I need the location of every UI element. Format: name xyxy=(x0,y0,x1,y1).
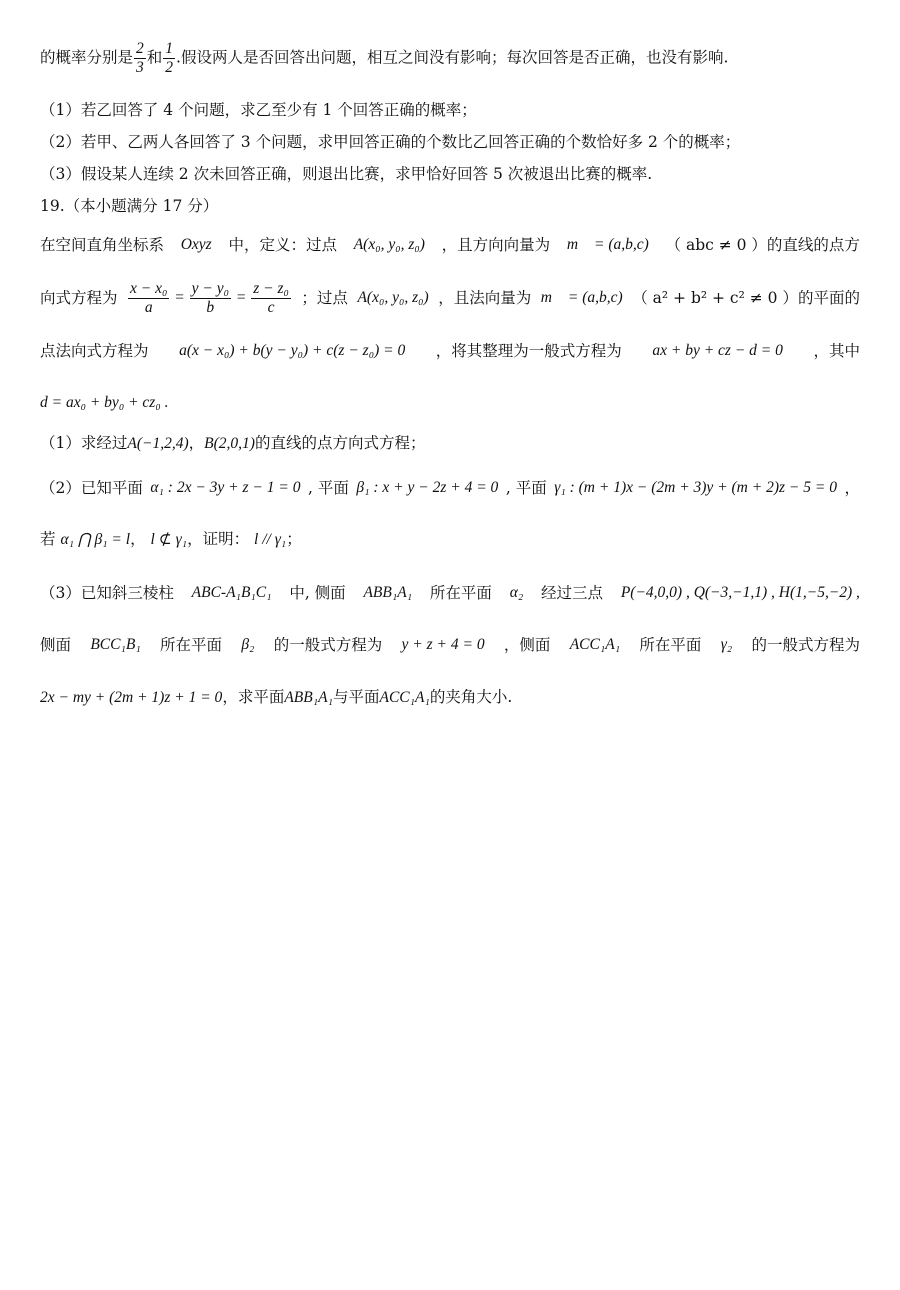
text-segment: （ a² + b² + c² ≠ 0 ）的平面的 xyxy=(632,289,860,308)
math-expression: β₁ : x + y − 2z + 4 = 0 xyxy=(356,479,499,496)
text-segment: ，求平面 xyxy=(222,688,285,706)
text-segment: ，侧面 xyxy=(503,636,551,654)
text-segment: （3）已知斜三棱柱 xyxy=(40,584,174,602)
sub-question-3-line-2 xyxy=(40,636,860,655)
fraction-denominator: 3 xyxy=(136,58,144,76)
sub-question-1 xyxy=(40,434,860,454)
text-segment: 的一般式方程为 xyxy=(273,636,383,654)
text-segment: ， xyxy=(188,434,205,452)
math-expression: ACC₁A₁ xyxy=(379,689,430,706)
text-segment: 若 xyxy=(40,530,56,548)
math-expression: ABC-A₁B₁C₁ xyxy=(191,584,272,601)
text-segment: 中, 侧面 xyxy=(289,584,346,602)
math-expression: A(x₀, y₀, z₀) xyxy=(357,289,429,307)
question-18-part-3: （3）假设某人连续 2 次未回答正确，则退出比赛，求甲恰好回答 5 次被退出比赛的概率. xyxy=(40,165,653,183)
math-expression: A(−1,2,4) xyxy=(127,435,189,452)
text-segment: ；过点 xyxy=(301,289,348,308)
question-19-heading: 19.（本小题满分 17 分） xyxy=(40,197,219,215)
sub-question-2-line-2 xyxy=(40,530,860,550)
text-segment: 侧面 xyxy=(40,636,72,654)
text-segment: 中，定义：过点 xyxy=(228,236,337,254)
math-expression: l ⊄ γ₁ xyxy=(150,531,188,548)
fraction-denominator: c xyxy=(267,298,275,316)
text-segment: ， xyxy=(130,530,146,548)
math-expression: β₂ xyxy=(241,636,255,653)
text-segment: ，且方向向量为 xyxy=(441,236,551,254)
text-segment: 所在平面 xyxy=(639,636,702,654)
text-segment: 和 xyxy=(146,48,163,67)
text-segment: （2）已知平面 xyxy=(40,479,143,497)
math-expression: Oxyz xyxy=(180,236,212,253)
fraction-numerator: y − y₀ xyxy=(191,280,229,297)
math-expression: γ₂ xyxy=(720,636,733,653)
math-expression: γ₁ : (m + 1)x − (2m + 3)y + (m + 2)z − 5 = 0 xyxy=(554,479,837,496)
math-expression: 2x − my + (2m + 1)z + 1 = 0 xyxy=(40,689,223,706)
math-expression: m⃗ = (a,b,c) xyxy=(540,289,623,307)
definition-line-4: d = ax₀ + by₀ + cz₀ . xyxy=(40,394,169,411)
probability-line xyxy=(40,40,860,77)
math-expression: α₁ : 2x − 3y + z − 1 = 0 xyxy=(150,479,301,496)
math-expression: ABB₁A₁ xyxy=(284,689,333,706)
fraction-y xyxy=(190,280,231,317)
math-expression: α₁ ⋂ β₁ = l xyxy=(60,531,131,548)
fraction-one-half xyxy=(163,40,175,77)
math-expression: y + z + 4 = 0 xyxy=(401,636,485,653)
math-expression: P(−4,0,0) , Q(−3,−1,1) , H(1,−5,−2) , xyxy=(620,584,860,601)
fraction-two-thirds xyxy=(134,40,146,77)
math-expression: α₂ xyxy=(509,584,524,601)
sub-question-3-line-1 xyxy=(40,584,860,603)
math-expression: a(x − x₀) + b(y − y₀) + c(z − z₀) = 0 xyxy=(179,342,406,359)
math-expression: ax + by + cz − d = 0 xyxy=(652,342,783,359)
text-segment: ，且法向量为 xyxy=(438,289,532,308)
text-segment: 的概率分别是 xyxy=(40,48,134,67)
fraction-numerator: 2 xyxy=(136,40,144,57)
text-segment: 与平面 xyxy=(332,688,380,706)
sub-question-2-line-1 xyxy=(40,479,860,498)
fraction-denominator: a xyxy=(144,298,153,316)
math-expression: BCC₁B₁ xyxy=(90,636,141,653)
math-expression: ABB₁A₁ xyxy=(363,584,413,601)
text-segment: 所在平面 xyxy=(429,584,492,602)
text-segment: 点法向式方程为 xyxy=(40,342,149,360)
text-segment: ，将其整理为一般式方程为 xyxy=(435,342,622,360)
text-segment: ，证明： xyxy=(187,530,250,548)
text-segment: 的直线的点方向式方程； xyxy=(254,434,426,452)
text-segment: .假设两人是否回答出问题，相互之间没有影响；每次回答是否正确，也没有影响. xyxy=(176,48,729,67)
definition-line-3 xyxy=(40,342,860,361)
math-expression: l // γ₁ xyxy=(254,531,287,548)
text-segment: 向式方程为 xyxy=(40,289,118,308)
definition-line-2 xyxy=(40,280,860,317)
fraction-z xyxy=(251,280,291,317)
text-segment: ； xyxy=(286,530,302,548)
math-expression: m⃗ = (a,b,c) xyxy=(566,236,649,253)
text-segment: 所在平面 xyxy=(160,636,223,654)
text-segment: （1）求经过 xyxy=(40,434,128,452)
text-segment: ，其中 xyxy=(813,342,860,360)
math-expression: A(x₀, y₀, z₀) xyxy=(353,236,425,253)
fraction-numerator: x − x₀ xyxy=(130,280,168,297)
text-segment: ， xyxy=(844,479,860,497)
text-segment: 的一般式方程为 xyxy=(751,636,860,654)
question-18-part-1: （1）若乙回答了 4 个问题，求乙至少有 1 个回答正确的概率； xyxy=(40,101,477,119)
fraction-x xyxy=(128,280,169,317)
text-segment: , 平面 xyxy=(308,479,349,497)
text-segment: 在空间直角坐标系 xyxy=(40,236,165,254)
math-expression: ACC₁A₁ xyxy=(569,636,621,653)
text-segment: , 平面 xyxy=(505,479,547,497)
text-segment: 的夹角大小. xyxy=(429,688,513,706)
fraction-numerator: z − z₀ xyxy=(253,280,289,297)
point-direction-equation: $\frac{\text{x − x₀}}{a}$ = $\frac{\text{y − y₀}}{b}$ = $\frac{\text{z − z₀}}{c}$ xyxy=(130,280,289,316)
text-segment: 经过三点 xyxy=(541,584,604,602)
text-segment: （ abc ≠ 0 ）的直线的点方 xyxy=(665,236,860,254)
fraction-numerator: 1 xyxy=(165,40,174,57)
fraction-denominator: 2 xyxy=(165,58,174,76)
question-18-part-2: （2）若甲、乙两人各回答了 3 个问题，求甲回答正确的个数比乙回答正确的个数恰好多 2 个的概率； xyxy=(40,133,741,151)
sub-question-3-line-3 xyxy=(40,688,860,708)
definition-line-1 xyxy=(40,236,860,255)
fraction-denominator: b xyxy=(206,298,215,316)
math-expression: B(2,0,1) xyxy=(204,435,255,452)
